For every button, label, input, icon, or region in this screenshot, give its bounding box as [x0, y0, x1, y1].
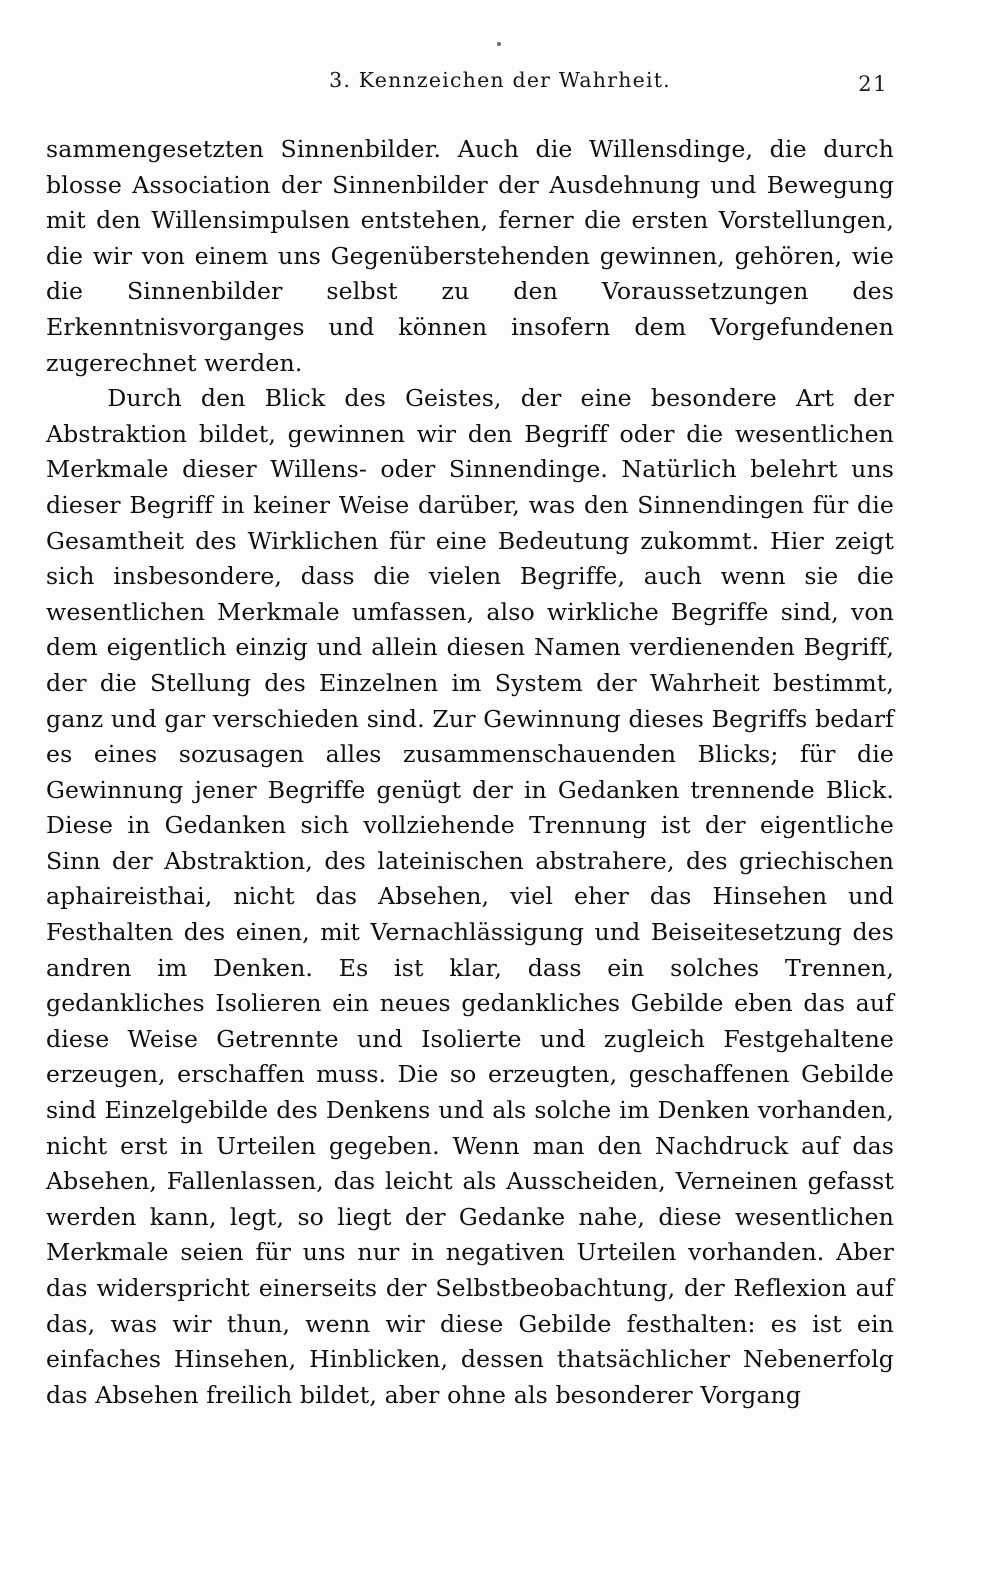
paragraph: sammengesetzten Sinnenbilder. Auch die Willensdinge, die durch blosse Association der Sinnenbilder der Ausdehnung und Bewegung mit den Willensimpulsen entstehen, ferner die ersten Vorstellungen, die wir von einem uns Gegenüberstehenden gewinnen, gehören, wie die Sinnenbilder selbst zu den Voraussetzungen des Erkenntnisvorganges und können insofern dem Vorgefundenen zugerechnet werden.: [46, 135, 894, 377]
running-head: 3. Kennzeichen der Wahrheit.: [329, 68, 671, 92]
page-header: [0, 68, 1000, 98]
paragraph: Durch den Blick des Geistes, der eine besondere Art der Abstraktion bildet, gewinnen wir den Begriff oder die wesentlichen Merkmale dieser Willens- oder Sinnendinge. Natürlich belehrt uns dieser Begriff in keiner Weise darüber, was den Sinnendingen für die Gesamtheit des Wirklichen für eine Bedeutung zukommt. Hier zeigt sich insbesondere, dass die vielen Begriffe, auch wenn sie die wesentlichen Merkmale umfassen, also wirkliche Begriffe sind, von dem eigentlich einzig und allein diesen Namen verdienenden Begriff, der die Stellung des Einzelnen im System der Wahrheit bestimmt, ganz und gar verschieden sind. Zur Gewinnung dieses Begriffs bedarf es eines sozusagen alles zusammenschauenden Blicks; für die Gewinnung jener Begriffe genügt der in Gedanken trennende Blick. Diese in Gedanken sich vollziehende Trennung ist der eigentliche Sinn der Abstraktion, des lateinischen abstrahere, des griechischen aphaireisthai, nicht das Absehen, viel eher das Hinsehen und Festhalten des einen, mit Vernachlässigung und Beiseitesetzung des andren im Denken. Es ist klar, dass ein solches Trennen, gedankliches Isolieren ein neues gedankliches Gebilde eben das auf diese Weise Getrennte und Isolierte und zugleich Festgehaltene erzeugen, erschaffen muss. Die so erzeugten, geschaffenen Gebilde sind Einzelgebilde des Denkens und als solche im Denken vorhanden, nicht erst in Urteilen gegeben. Wenn man den Nachdruck auf das Absehen, Fallenlassen, das leicht als Ausscheiden, Verneinen gefasst werden kann, legt, so liegt der Gedanke nahe, diese wesentlichen Merkmale seien für uns nur in negativen Urteilen vorhanden. Aber das widerspricht einerseits der Selbstbeobachtung, der Reflexion auf das, was wir thun, wenn wir diese Gebilde festhalten: es ist ein einfaches Hinsehen, Hinblicken, dessen thatsächlicher Nebenerfolg das Absehen freilich bildet, aber ohne als besonderer Vorgang: [46, 384, 894, 1409]
page-number: 21: [858, 72, 888, 96]
print-speck: [497, 42, 501, 46]
page-body: [46, 132, 894, 1413]
